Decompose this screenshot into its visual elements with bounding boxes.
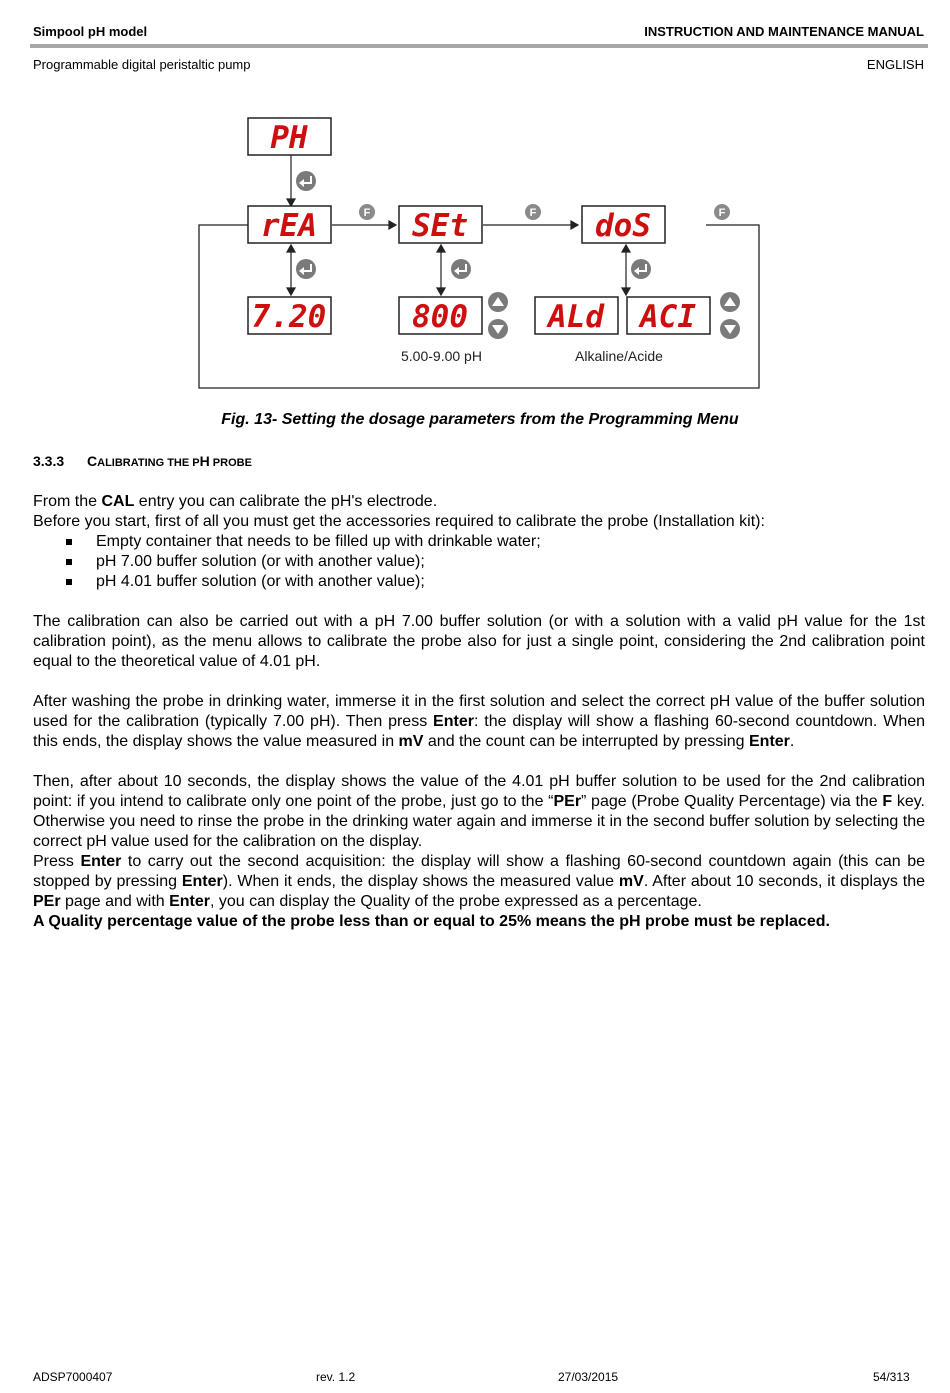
p4-run: mV bbox=[398, 733, 424, 750]
display-rea bbox=[248, 206, 331, 244]
p6-run: . After about 10 seconds, it displays the bbox=[643, 873, 925, 890]
section-title-part: R bbox=[220, 457, 229, 469]
display-dos bbox=[582, 206, 665, 244]
range-label: 5.00-9.00 pH bbox=[401, 348, 482, 364]
p4-run: Enter bbox=[433, 713, 474, 730]
enter-icon bbox=[296, 171, 316, 191]
f-key-icon bbox=[359, 204, 375, 220]
list-item: Empty container that needs to be filled up with drinkable water; bbox=[33, 532, 925, 552]
p4-run: . bbox=[789, 733, 795, 750]
list-item: pH 4.01 buffer solution (or with another value); bbox=[33, 572, 925, 592]
display-ald bbox=[535, 297, 618, 335]
display-set-value-text: 800 bbox=[412, 299, 468, 335]
svg-text:F: F bbox=[363, 207, 371, 219]
list-item: pH 7.00 buffer solution (or with another value); bbox=[33, 552, 925, 572]
programming-menu-figure bbox=[195, 110, 765, 395]
header-rule bbox=[30, 44, 928, 48]
section-title-part: C bbox=[87, 453, 98, 469]
header-language: ENGLISH bbox=[866, 57, 924, 72]
footer-page: 54/313 bbox=[873, 1370, 910, 1384]
p5-run: F bbox=[882, 793, 893, 810]
display-ald-text: ALd bbox=[548, 299, 604, 335]
f-key-icon bbox=[714, 204, 730, 220]
paragraph-cal-entry bbox=[33, 492, 925, 512]
p6-run: to carry out the second acquisition: the display will show a flashing 60-second countdown again (this can be stopped by pressing bbox=[33, 853, 926, 890]
section-number: 3.3.3 bbox=[33, 453, 65, 469]
p1-run: entry you can calibrate the pH's electrode. bbox=[134, 493, 438, 510]
header-manual-title: INSTRUCTION AND MAINTENANCE MANUAL bbox=[644, 24, 924, 39]
paragraph-accessories: Before you start, first of all you must get the accessories required to calibrate the probe (Installation kit): bbox=[33, 513, 765, 530]
p6-run: Enter bbox=[80, 853, 122, 870]
body-text bbox=[33, 492, 925, 932]
enter-icon bbox=[631, 259, 651, 279]
spacer bbox=[33, 672, 925, 692]
p5-run: ” page (Probe Quality Percentage) via the bbox=[581, 793, 883, 810]
spacer bbox=[33, 592, 925, 612]
display-set-text: SEt bbox=[412, 208, 468, 244]
section-title bbox=[87, 453, 252, 469]
mode-label: Alkaline/Acide bbox=[575, 348, 663, 364]
f-key-icon bbox=[525, 204, 541, 220]
p4-run: : the display will show a flashing 60-second countdown. When this ends, the display shows the value measured in bbox=[33, 713, 926, 750]
down-arrow-icon bbox=[720, 319, 740, 339]
display-aci bbox=[627, 297, 710, 335]
figure-caption: Fig. 13- Setting the dosage parameters from the Programming Menu bbox=[221, 411, 739, 428]
display-rea-text: rEA bbox=[261, 208, 317, 244]
enter-icon bbox=[451, 259, 471, 279]
svg-text:F: F bbox=[529, 207, 537, 219]
section-title-part: OBE bbox=[228, 457, 252, 469]
p6-run: mV bbox=[618, 873, 644, 890]
p6-run: , you can display the Quality of the probe expressed as a percentage. bbox=[210, 893, 702, 910]
section-title-part: ALIBRATING THE P bbox=[97, 457, 200, 469]
p6-run: PEr bbox=[33, 893, 61, 910]
p1-run: From the bbox=[33, 493, 102, 510]
up-arrow-icon bbox=[488, 292, 508, 312]
enter-icon bbox=[296, 259, 316, 279]
p4-run: After washing the probe in drinking water, immerse it in the first solution and select the correct pH value of the buffer solution used for the calibration (typically 7.00 pH). Then press bbox=[33, 693, 925, 730]
footer-date: 27/03/2015 bbox=[558, 1370, 619, 1384]
p6-run: ). When it ends, the display shows the measured value bbox=[222, 873, 619, 890]
p6-run: page and with bbox=[60, 893, 170, 910]
display-ph bbox=[248, 118, 331, 156]
section-title-part: H bbox=[199, 453, 210, 469]
display-dos-text: doS bbox=[595, 208, 651, 244]
header-model: Simpool pH model bbox=[33, 24, 148, 39]
paragraph-second-acquisition bbox=[33, 852, 925, 912]
up-arrow-icon bbox=[720, 292, 740, 312]
spacer bbox=[33, 752, 925, 772]
display-set bbox=[399, 206, 482, 244]
paragraph-second-point bbox=[33, 772, 925, 852]
svg-text:F: F bbox=[718, 207, 726, 219]
down-arrow-icon bbox=[488, 319, 508, 339]
paragraph-first-solution bbox=[33, 692, 925, 752]
p6-run: Press bbox=[33, 853, 81, 870]
p4-run: and the count can be interrupted by pressing bbox=[423, 733, 749, 750]
display-rea-value bbox=[248, 297, 331, 335]
section-heading bbox=[33, 453, 252, 469]
p6-run: Enter bbox=[169, 893, 211, 910]
display-aci-text: ACI bbox=[640, 299, 696, 335]
footer-revision: rev. 1.2 bbox=[316, 1370, 356, 1384]
paragraph-warning: A Quality percentage value of the probe less than or equal to 25% means the pH probe must be replaced. bbox=[33, 913, 830, 930]
section-title-part: P bbox=[209, 457, 221, 469]
display-set-value bbox=[399, 297, 482, 335]
display-rea-value-text: 7.20 bbox=[251, 299, 327, 335]
display-ph-text: PH bbox=[270, 120, 308, 156]
header-subtitle: Programmable digital peristaltic pump bbox=[33, 57, 251, 72]
footer-doc-code: ADSP7000407 bbox=[33, 1370, 113, 1384]
accessory-list bbox=[33, 532, 925, 592]
paragraph-single-point: The calibration can also be carried out with a pH 7.00 buffer solution (or with a solution with a valid pH value for the 1st calibration point), as the menu allows to calibrate the probe also for just a single point, considering the 2nd calibration point equal to the theoretical value of 4.01 pH. bbox=[33, 613, 925, 670]
p6-run: Enter bbox=[181, 873, 223, 890]
p4-run: Enter bbox=[749, 733, 790, 750]
p1-run: CAL bbox=[101, 493, 135, 510]
p5-run: Then, after about 10 seconds, the display shows the value of the 4.01 pH buffer solution to be used for the 2nd calibration point: if you intend to calibrate only one point of the probe, just go to the “ bbox=[33, 773, 925, 810]
p5-run: PEr bbox=[553, 793, 582, 810]
p5-run: key. Otherwise you need to rinse the probe in the drinking water again and immerse it in the second buffer solution by selecting the correct pH value used for the calibration on the display. bbox=[33, 793, 926, 850]
